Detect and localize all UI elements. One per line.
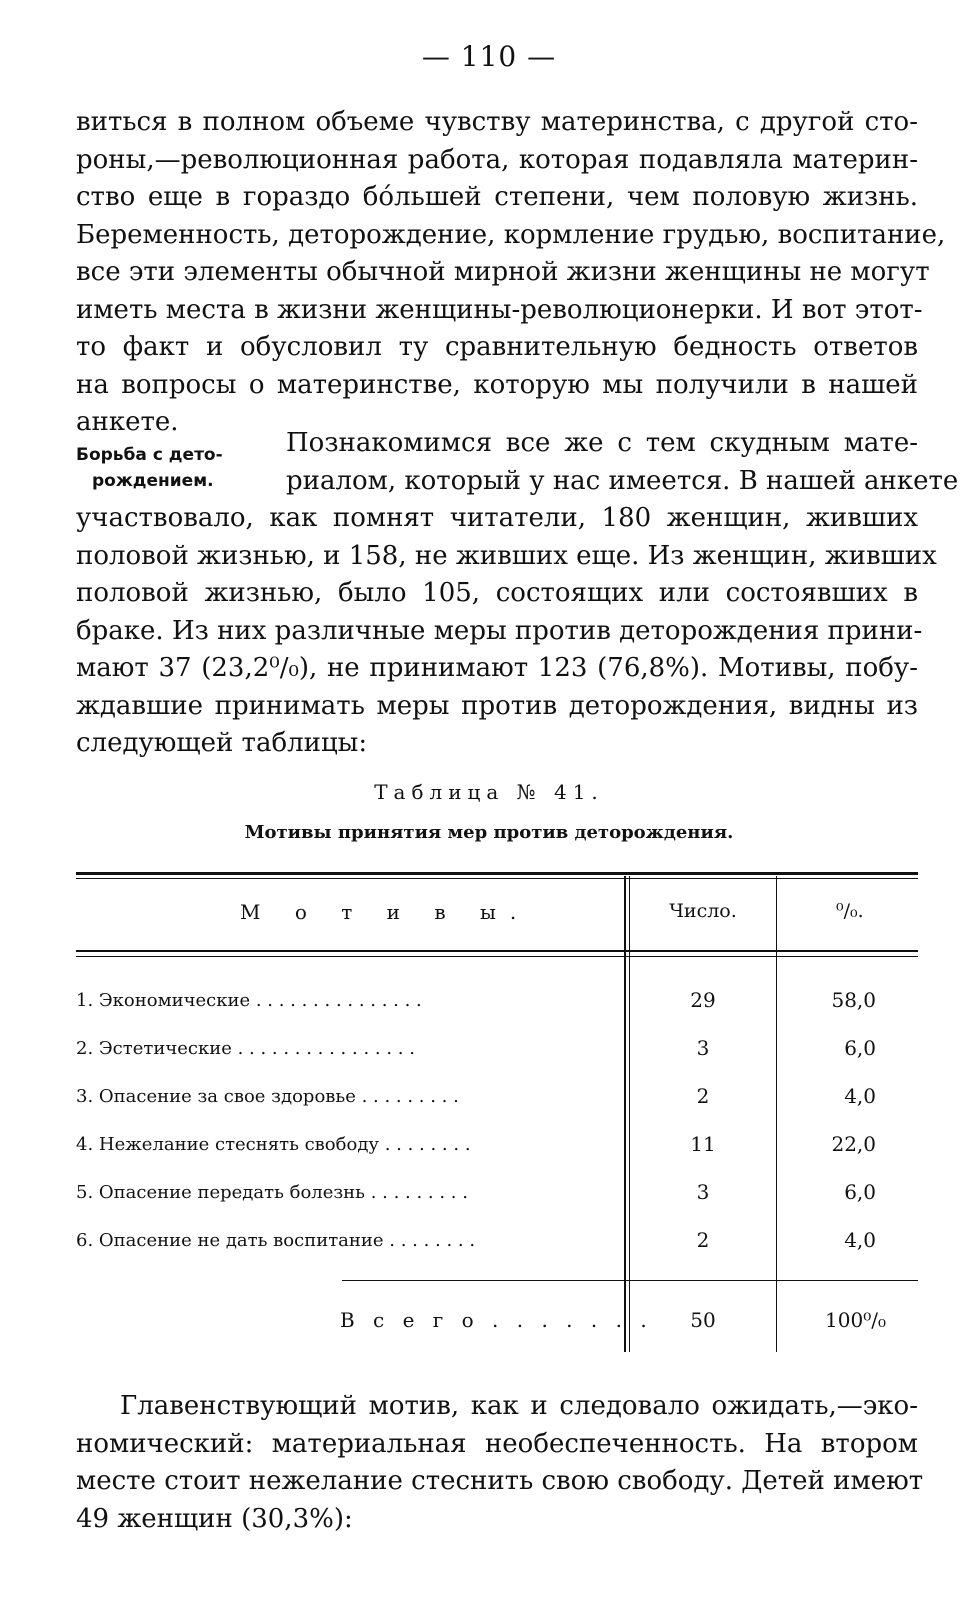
- table-row-percent: 22,0: [831, 1132, 876, 1156]
- table-row-percent: 4,0: [844, 1228, 876, 1252]
- paragraph-2: [76, 500, 937, 763]
- paragraph-1: [76, 104, 946, 442]
- margin-note: [76, 442, 276, 494]
- text-line: все эти элементы обычной мирной жизни женщины не могут: [76, 257, 930, 287]
- table-subtitle: Мотивы принятия мер против деторождения.: [244, 822, 734, 843]
- table-total-label: В с е г о . . . . . . .: [340, 1308, 653, 1332]
- text-line: то факт и обусловил ту сравнительную бедность ответов: [76, 332, 918, 362]
- text-line: следующей таблицы:: [76, 728, 368, 758]
- table-row-label: 3. Опасение за свое здоровье . . . . . . . . .: [76, 1086, 459, 1107]
- text-line: анкете.: [76, 407, 179, 437]
- table-header-motive: М о т и в ы.: [240, 900, 531, 924]
- text-line: риалом, который у нас имеется. В нашей анкете: [286, 465, 959, 496]
- table-row-count: 2: [696, 1228, 710, 1252]
- table-row-count: 11: [690, 1132, 716, 1156]
- text-line: половой жизнью, и 158, не живших еще. Из женщин, живших: [76, 540, 937, 571]
- paragraph-2-opening: [286, 425, 959, 500]
- text-line: ство еще в гораздо бóльшей степени, чем половую жизнь.: [76, 182, 918, 212]
- table-total-rule: [342, 1280, 918, 1281]
- table-total-percent: 100⁰/₀: [825, 1308, 886, 1332]
- text-line: участвовало, как помнят читатели, 180 женщин, живших: [76, 503, 918, 533]
- table-row-label: 4. Нежелание стеснять свободу . . . . . . . .: [76, 1134, 471, 1155]
- text-line: иметь места в жизни женщины-революционерки. И вот этот-: [76, 294, 923, 325]
- table-row-label: 5. Опасение передать болезнь . . . . . . . . .: [76, 1182, 468, 1203]
- margin-note-line: Борьба с дето-: [76, 445, 223, 465]
- text-line: половой жизнью, было 105, состоящих или состоявших в: [76, 578, 918, 608]
- page-number: — 110 —: [421, 40, 557, 73]
- text-line: Познакомимся все же с тем скудным мате-: [286, 428, 918, 458]
- table-header-rule-thin: [76, 956, 918, 957]
- table-row-count: 29: [690, 988, 716, 1012]
- table-title: Таблица № 41.: [374, 780, 604, 804]
- text-line: ждавшие принимать меры против деторождения, видны из: [76, 690, 918, 721]
- table-row-percent: 4,0: [844, 1084, 876, 1108]
- margin-note-line: рождением.: [92, 471, 214, 491]
- table-top-rule: [76, 872, 918, 875]
- table-row-label: 6. Опасение не дать воспитание . . . . . . . .: [76, 1230, 476, 1251]
- table-header-count: Число.: [669, 900, 737, 922]
- text-line: роны,—революционная работа, которая подавляла материн-: [76, 144, 918, 175]
- table-row-label: 1. Экономические . . . . . . . . . . . . . . .: [76, 990, 422, 1011]
- table-header-rule: [76, 950, 918, 952]
- text-line: браке. Из них различные меры против деторождения прини-: [76, 615, 923, 646]
- text-line: мают 37 (23,2⁰/₀), не принимают 123 (76,8%). Мотивы, побу-: [76, 653, 918, 683]
- table-total-count: 50: [690, 1308, 716, 1332]
- text-line: на вопросы о материнстве, которую мы получили в нашей: [76, 369, 918, 400]
- table-row-percent: 58,0: [831, 988, 876, 1012]
- text-line: Главенствующий мотив, как и следовало ожидать,—эко-: [120, 1391, 918, 1421]
- table-row-percent: 6,0: [844, 1036, 876, 1060]
- table-row-count: 3: [696, 1180, 710, 1204]
- table-row-percent: 6,0: [844, 1180, 876, 1204]
- text-line: месте стоит нежелание стеснить свою свободу. Детей имеют: [76, 1466, 924, 1496]
- text-line: 49 женщин (30,3%):: [76, 1503, 353, 1534]
- paragraph-3: [76, 1388, 924, 1538]
- table-row-count: 2: [696, 1084, 710, 1108]
- table-row-label: 2. Эстетические . . . . . . . . . . . . . . . .: [76, 1038, 415, 1059]
- table-top-rule-thin: [76, 878, 918, 879]
- table-row-count: 3: [696, 1036, 710, 1060]
- table-header-percent: ⁰/₀.: [836, 900, 864, 922]
- text-line: номический: материальная необеспеченность. На втором: [76, 1428, 918, 1459]
- text-line: Беременность, деторождение, кормление грудью, воспитание,: [76, 219, 946, 250]
- text-line: виться в полном объеме чувству материнства, с другой сто-: [76, 107, 918, 137]
